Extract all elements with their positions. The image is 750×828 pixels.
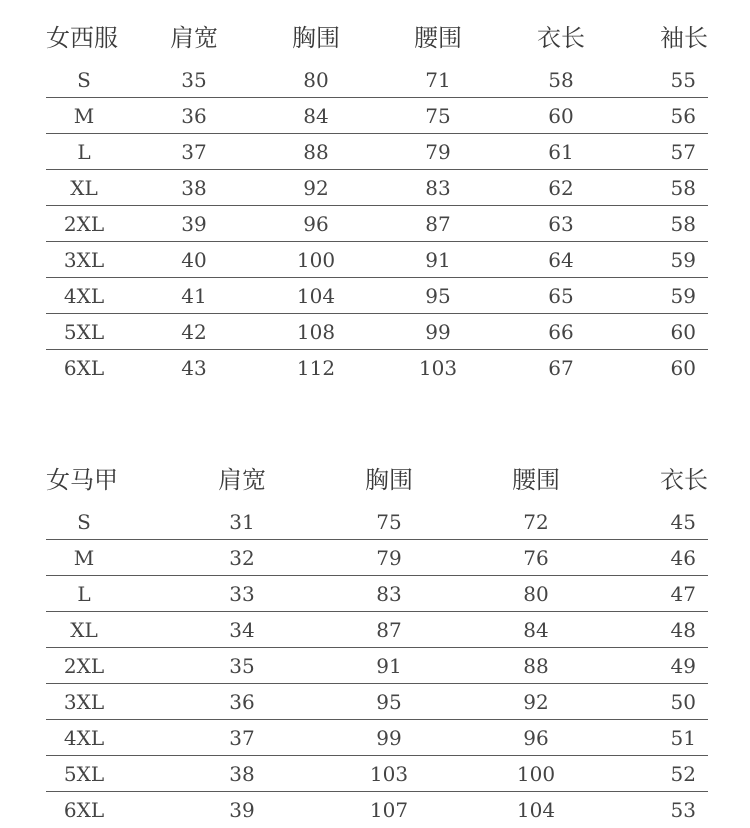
vest-cell-col4: 48 [670,618,696,642]
vest-header-shoulder: 肩宽 [218,466,266,494]
vest-cell-col1: 32 [229,546,255,570]
suit-cell-col2: 104 [296,284,336,308]
vest-cell-col2: 75 [376,510,402,534]
vest-cell-col3: 92 [523,690,549,714]
suit-header-waist: 腰围 [414,24,462,52]
suit-cell-col1: 37 [181,140,207,164]
vest-cell-col2: 103 [369,762,409,786]
vest-cell-col3: 88 [523,654,549,678]
vest-table-row [46,648,708,684]
vest-cell-col4: 47 [670,582,696,606]
vest-cell-col2: 79 [376,546,402,570]
vest-cell-col2: 99 [376,726,402,750]
vest-cell-col1: 37 [229,726,255,750]
vest-cell-col4: 49 [670,654,696,678]
suit-cell-col5: 59 [670,248,696,272]
suit-cell-col3: 95 [425,284,451,308]
suit-table-body [46,62,708,386]
suit-cell-col4: 63 [548,212,574,236]
suit-cell-col5: 55 [670,68,696,92]
vest-cell-col2: 95 [376,690,402,714]
vest-cell-col4: 53 [670,798,696,822]
vest-table-row [46,612,708,648]
vest-cell-col4: 50 [670,690,696,714]
suit-size-table [46,16,708,386]
suit-cell-col5: 60 [670,320,696,344]
vest-cell-col1: 35 [229,654,255,678]
suit-cell-col5: 58 [670,176,696,200]
suit-cell-col2: 80 [303,68,329,92]
suit-cell-col4: 67 [548,356,574,380]
vest-header-title: 女马甲 [46,466,118,494]
suit-header-sleeve: 袖长 [660,24,708,52]
suit-cell-col4: 58 [548,68,574,92]
suit-cell-col5: 56 [670,104,696,128]
suit-header-length: 衣长 [537,24,585,52]
suit-header-row [46,16,708,62]
suit-cell-col1: 36 [181,104,207,128]
vest-cell-col3: 96 [523,726,549,750]
vest-cell-col4: 51 [670,726,696,750]
vest-header-chest: 胸围 [365,466,413,494]
suit-cell-col5: 60 [670,356,696,380]
vest-cell-col2: 87 [376,618,402,642]
vest-cell-col3: 100 [516,762,556,786]
suit-cell-col1: 38 [181,176,207,200]
suit-table-row [46,62,708,98]
suit-cell-col0: 5XL [63,320,105,344]
vest-table-row [46,576,708,612]
suit-table-row [46,242,708,278]
suit-cell-col4: 62 [548,176,574,200]
suit-cell-col1: 40 [181,248,207,272]
suit-cell-col1: 41 [181,284,207,308]
vest-header-waist: 腰围 [512,466,560,494]
vest-cell-col1: 39 [229,798,255,822]
suit-cell-col2: 92 [303,176,329,200]
suit-cell-col0: 6XL [63,356,105,380]
suit-cell-col5: 58 [670,212,696,236]
suit-cell-col2: 88 [303,140,329,164]
suit-cell-col2: 100 [296,248,336,272]
suit-cell-col3: 71 [425,68,451,92]
suit-table-row [46,134,708,170]
suit-cell-col2: 108 [296,320,336,344]
suit-cell-col4: 66 [548,320,574,344]
vest-cell-col3: 72 [523,510,549,534]
suit-table-row [46,278,708,314]
suit-cell-col1: 35 [181,68,207,92]
vest-cell-col1: 36 [229,690,255,714]
suit-cell-col1: 42 [181,320,207,344]
vest-cell-col0: M [73,546,95,570]
vest-cell-col0: 6XL [63,798,105,822]
vest-cell-col3: 76 [523,546,549,570]
vest-cell-col1: 38 [229,762,255,786]
suit-table-row [46,98,708,134]
suit-cell-col3: 75 [425,104,451,128]
vest-cell-col3: 84 [523,618,549,642]
suit-table-row [46,206,708,242]
suit-cell-col3: 99 [425,320,451,344]
vest-cell-col4: 52 [670,762,696,786]
suit-cell-col0: 4XL [63,284,105,308]
suit-cell-col2: 112 [296,356,336,380]
vest-cell-col0: XL [70,618,98,642]
suit-table-row [46,350,708,386]
suit-cell-col2: 84 [303,104,329,128]
vest-cell-col4: 45 [670,510,696,534]
vest-cell-col3: 80 [523,582,549,606]
suit-cell-col5: 57 [670,140,696,164]
suit-cell-col0: S [77,68,91,92]
suit-cell-col3: 83 [425,176,451,200]
vest-cell-col3: 104 [516,798,556,822]
suit-cell-col0: XL [70,176,98,200]
vest-table-row [46,756,708,792]
suit-header-chest: 胸围 [292,24,340,52]
suit-header-shoulder: 肩宽 [170,24,218,52]
vest-table-row [46,720,708,756]
suit-cell-col4: 61 [548,140,574,164]
vest-cell-col0: 3XL [63,690,105,714]
suit-cell-col4: 60 [548,104,574,128]
suit-cell-col1: 43 [181,356,207,380]
suit-cell-col3: 87 [425,212,451,236]
vest-size-table [46,458,708,828]
vest-cell-col0: 4XL [63,726,105,750]
suit-cell-col0: M [73,104,95,128]
suit-table-row [46,170,708,206]
suit-cell-col4: 65 [548,284,574,308]
vest-cell-col0: L [77,582,91,606]
vest-header-row [46,458,708,504]
suit-cell-col3: 91 [425,248,451,272]
vest-table-row [46,540,708,576]
suit-cell-col0: L [77,140,91,164]
vest-cell-col1: 34 [229,618,255,642]
vest-header-length: 衣长 [660,466,708,494]
suit-cell-col0: 3XL [63,248,105,272]
vest-cell-col2: 91 [376,654,402,678]
suit-cell-col2: 96 [303,212,329,236]
vest-cell-col4: 46 [670,546,696,570]
suit-cell-col3: 103 [418,356,458,380]
vest-table-row [46,792,708,828]
vest-cell-col0: 2XL [63,654,105,678]
suit-cell-col0: 2XL [63,212,105,236]
suit-cell-col4: 64 [548,248,574,272]
vest-cell-col2: 107 [369,798,409,822]
vest-table-row [46,504,708,540]
suit-cell-col1: 39 [181,212,207,236]
vest-table-row [46,684,708,720]
suit-header-title: 女西服 [46,24,118,52]
suit-table-row [46,314,708,350]
vest-cell-col2: 83 [376,582,402,606]
vest-cell-col0: S [77,510,91,534]
vest-table-body [46,504,708,828]
suit-cell-col5: 59 [670,284,696,308]
suit-cell-col3: 79 [425,140,451,164]
vest-cell-col1: 33 [229,582,255,606]
vest-cell-col1: 31 [229,510,255,534]
vest-cell-col0: 5XL [63,762,105,786]
